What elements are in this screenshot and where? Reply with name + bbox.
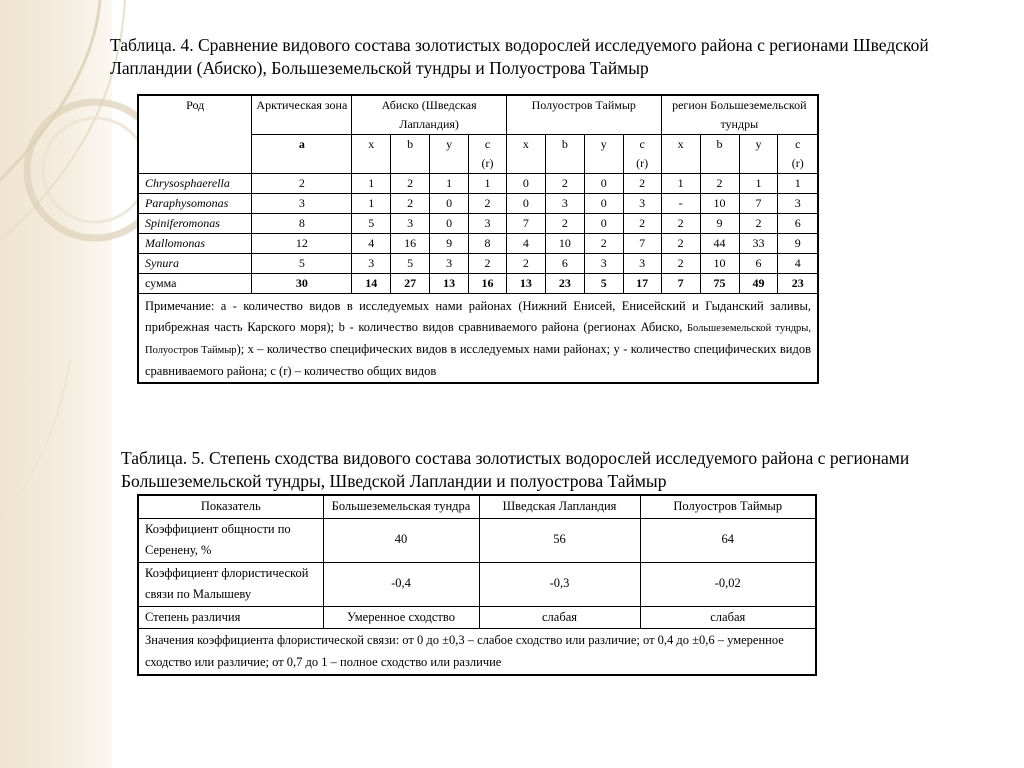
table4-cell: 10 bbox=[700, 194, 739, 214]
table4-header-row bbox=[138, 95, 818, 135]
sum-cell: 23 bbox=[545, 274, 584, 294]
similarity-table bbox=[137, 494, 817, 676]
table4-cell: 2 bbox=[661, 254, 700, 274]
table4-cell: 2 bbox=[584, 234, 623, 254]
table4-cell: 7 bbox=[739, 194, 778, 214]
table5-title: Таблица. 5. Степень сходства видового состава золотистых водорослей исследуемого района с регионами Большеземельской тундры, Шведской Лапландии и полуострова Таймыр bbox=[121, 448, 910, 491]
sum-cell: 17 bbox=[623, 274, 661, 294]
subheader-c bbox=[778, 135, 818, 174]
header-arctic: Арктическая зона bbox=[252, 95, 352, 135]
header-genus: Род bbox=[138, 95, 252, 174]
subheader-c-label: c bbox=[484, 137, 491, 151]
table5-row bbox=[138, 606, 816, 629]
table4-cell: 16 bbox=[391, 234, 430, 254]
background-left-panel bbox=[0, 0, 112, 768]
table4-cell: 3 bbox=[430, 254, 469, 274]
table4-cell: 5 bbox=[391, 254, 430, 274]
table4-cell: 6 bbox=[739, 254, 778, 274]
table4-cell: 2 bbox=[252, 174, 352, 194]
table4-cell: 1 bbox=[739, 174, 778, 194]
sum-cell: 23 bbox=[778, 274, 818, 294]
sum-cell: 30 bbox=[252, 274, 352, 294]
subheader-x: x bbox=[661, 135, 700, 174]
genus-name: Synura bbox=[138, 254, 252, 274]
subheader-r-label: (r) bbox=[481, 156, 494, 170]
table5-row bbox=[138, 518, 816, 562]
table4-cell: 2 bbox=[469, 254, 507, 274]
sum-cell: 49 bbox=[739, 274, 778, 294]
subheader-b: b bbox=[700, 135, 739, 174]
table4-cell: 2 bbox=[469, 194, 507, 214]
table4-cell: 3 bbox=[584, 254, 623, 274]
table5-cell: -0,02 bbox=[640, 562, 816, 606]
table4-cell: 3 bbox=[623, 254, 661, 274]
table4-cell: 12 bbox=[252, 234, 352, 254]
genus-name: Chrysosphaerella bbox=[138, 174, 252, 194]
note-text-2: ); x – количество специфических видов в исследуемых нами районах; y - количество специфических видов сравниваемого района; с (r) – количество общих видов bbox=[145, 342, 811, 378]
sum-cell: 13 bbox=[430, 274, 469, 294]
table4-cell: 1 bbox=[352, 194, 391, 214]
genus-name: Mallomonas bbox=[138, 234, 252, 254]
table4-cell: 0 bbox=[584, 214, 623, 234]
subheader-x: x bbox=[352, 135, 391, 174]
table4-cell: 7 bbox=[506, 214, 545, 234]
table4-cell: - bbox=[661, 194, 700, 214]
table4-cell: 0 bbox=[430, 214, 469, 234]
table4-cell: 44 bbox=[700, 234, 739, 254]
table4-cell: 3 bbox=[545, 194, 584, 214]
table4-cell: 8 bbox=[252, 214, 352, 234]
subheader-y: y bbox=[739, 135, 778, 174]
subheader-c bbox=[469, 135, 507, 174]
table5-note-row bbox=[138, 629, 816, 676]
subheader-c bbox=[623, 135, 661, 174]
table5-cell: слабая bbox=[479, 606, 640, 629]
sum-cell: 14 bbox=[352, 274, 391, 294]
table4-cell: 1 bbox=[352, 174, 391, 194]
table4-cell: 0 bbox=[584, 174, 623, 194]
header-taimyr: Полуостров Таймыр bbox=[506, 95, 661, 135]
table4-cell: 2 bbox=[506, 254, 545, 274]
table4-cell: 33 bbox=[739, 234, 778, 254]
table4-cell: 2 bbox=[545, 214, 584, 234]
table5-cell: -0,3 bbox=[479, 562, 640, 606]
table4-cell: 2 bbox=[391, 194, 430, 214]
table4-sum-row bbox=[138, 274, 818, 294]
table4-cell: 9 bbox=[778, 234, 818, 254]
table4-cell: 6 bbox=[545, 254, 584, 274]
table4-cell: 0 bbox=[584, 194, 623, 214]
table4-row bbox=[138, 174, 818, 194]
sum-cell: 7 bbox=[661, 274, 700, 294]
table4-cell: 3 bbox=[469, 214, 507, 234]
table4-cell: 2 bbox=[739, 214, 778, 234]
table4-cell: 1 bbox=[778, 174, 818, 194]
subheader-b: b bbox=[545, 135, 584, 174]
sum-cell: 13 bbox=[506, 274, 545, 294]
table4-cell: 3 bbox=[778, 194, 818, 214]
table4-cell: 4 bbox=[352, 234, 391, 254]
genus-name: Paraphysomonas bbox=[138, 194, 252, 214]
subheader-y: y bbox=[430, 135, 469, 174]
table4-cell: 1 bbox=[661, 174, 700, 194]
table4-body bbox=[138, 174, 818, 274]
subheader-r-label: (r) bbox=[636, 156, 649, 170]
t5-header-bolshezem: Большеземельская тундра bbox=[323, 495, 479, 518]
table4-cell: 3 bbox=[623, 194, 661, 214]
sum-cell: 27 bbox=[391, 274, 430, 294]
table4-note-row bbox=[138, 294, 818, 384]
table4-row bbox=[138, 254, 818, 274]
note-text-1: Примечание: а - количество видов в исследуемых нами районах (Нижний Енисей, Енисейский и Гыданский заливы, прибрежная часть Карского моря); b - количество видов сравниваемого района (регионах Абиско, bbox=[145, 299, 811, 334]
table5-note: Значения коэффициента флористической связи: от 0 до ±0,3 – слабое сходство или различие; от 0,4 до ±0,6 – умеренное сходство или различие; от 0,7 до 1 – полное сходство или различие bbox=[138, 629, 816, 676]
table5-cell: 64 bbox=[640, 518, 816, 562]
table5-cell: слабая bbox=[640, 606, 816, 629]
subheader-c-label: c bbox=[639, 137, 645, 151]
table5-body bbox=[138, 518, 816, 629]
table4-cell: 2 bbox=[700, 174, 739, 194]
table4-cell: 2 bbox=[623, 214, 661, 234]
species-comparison-table bbox=[137, 94, 819, 384]
table4-note bbox=[138, 294, 818, 384]
table4-cell: 2 bbox=[661, 234, 700, 254]
t5-header-sweden: Шведская Лапландия bbox=[479, 495, 640, 518]
note-text-small: Большеземельской тундры, Полуостров Таймыр bbox=[145, 323, 811, 356]
indicator-label: Степень различия bbox=[138, 606, 323, 629]
table4-cell: 10 bbox=[700, 254, 739, 274]
table4-cell: 2 bbox=[661, 214, 700, 234]
table4-cell: 4 bbox=[506, 234, 545, 254]
table4-cell: 9 bbox=[430, 234, 469, 254]
subheader-c-label: c bbox=[795, 137, 801, 151]
table4-cell: 0 bbox=[506, 174, 545, 194]
table5-cell: Умеренное сходство bbox=[323, 606, 479, 629]
table4-cell: 3 bbox=[352, 254, 391, 274]
table5-cell: 56 bbox=[479, 518, 640, 562]
table4-row bbox=[138, 214, 818, 234]
table5-header-row bbox=[138, 495, 816, 518]
table4-cell: 0 bbox=[506, 194, 545, 214]
genus-name: Spiniferomonas bbox=[138, 214, 252, 234]
table4-cell: 2 bbox=[545, 174, 584, 194]
table4-row bbox=[138, 234, 818, 254]
table4-cell: 3 bbox=[391, 214, 430, 234]
subheader-a: а bbox=[252, 135, 352, 174]
sum-label: сумма bbox=[138, 274, 252, 294]
indicator-label: Коэффициент флористической связи по Малышеву bbox=[138, 562, 323, 606]
subheader-y: y bbox=[584, 135, 623, 174]
sum-cell: 16 bbox=[469, 274, 507, 294]
header-bolshezem: регион Большеземельской тундры bbox=[661, 95, 818, 135]
subheader-x: x bbox=[506, 135, 545, 174]
table4-cell: 3 bbox=[252, 194, 352, 214]
subheader-r-label: (r) bbox=[791, 156, 804, 170]
table4-cell: 5 bbox=[252, 254, 352, 274]
table4-cell: 6 bbox=[778, 214, 818, 234]
table4-cell: 7 bbox=[623, 234, 661, 254]
table4-cell: 1 bbox=[469, 174, 507, 194]
table4-cell: 2 bbox=[623, 174, 661, 194]
table4-cell: 8 bbox=[469, 234, 507, 254]
table4-row bbox=[138, 194, 818, 214]
table4-cell: 1 bbox=[430, 174, 469, 194]
table4-cell: 5 bbox=[352, 214, 391, 234]
table4-cell: 9 bbox=[700, 214, 739, 234]
sum-cell: 75 bbox=[700, 274, 739, 294]
indicator-label: Коэффициент общности по Серенену, % bbox=[138, 518, 323, 562]
t5-header-taimyr: Полуостров Таймыр bbox=[640, 495, 816, 518]
table4-cell: 0 bbox=[430, 194, 469, 214]
table4-cell: 10 bbox=[545, 234, 584, 254]
subheader-b: b bbox=[391, 135, 430, 174]
table4-cell: 2 bbox=[391, 174, 430, 194]
table4-title: Таблица. 4. Сравнение видового состава золотистых водорослей исследуемого района с регионами Шведской Лапландии (Абиско), Большеземельской тундры и Полуострова Таймыр bbox=[110, 35, 929, 78]
table5-row bbox=[138, 562, 816, 606]
header-abisko: Абиско (Шведская Лапландия) bbox=[352, 95, 507, 135]
table5-cell: 40 bbox=[323, 518, 479, 562]
table4-cell: 4 bbox=[778, 254, 818, 274]
table5-cell: -0,4 bbox=[323, 562, 479, 606]
t5-header-indicator: Показатель bbox=[138, 495, 323, 518]
sum-cell: 5 bbox=[584, 274, 623, 294]
